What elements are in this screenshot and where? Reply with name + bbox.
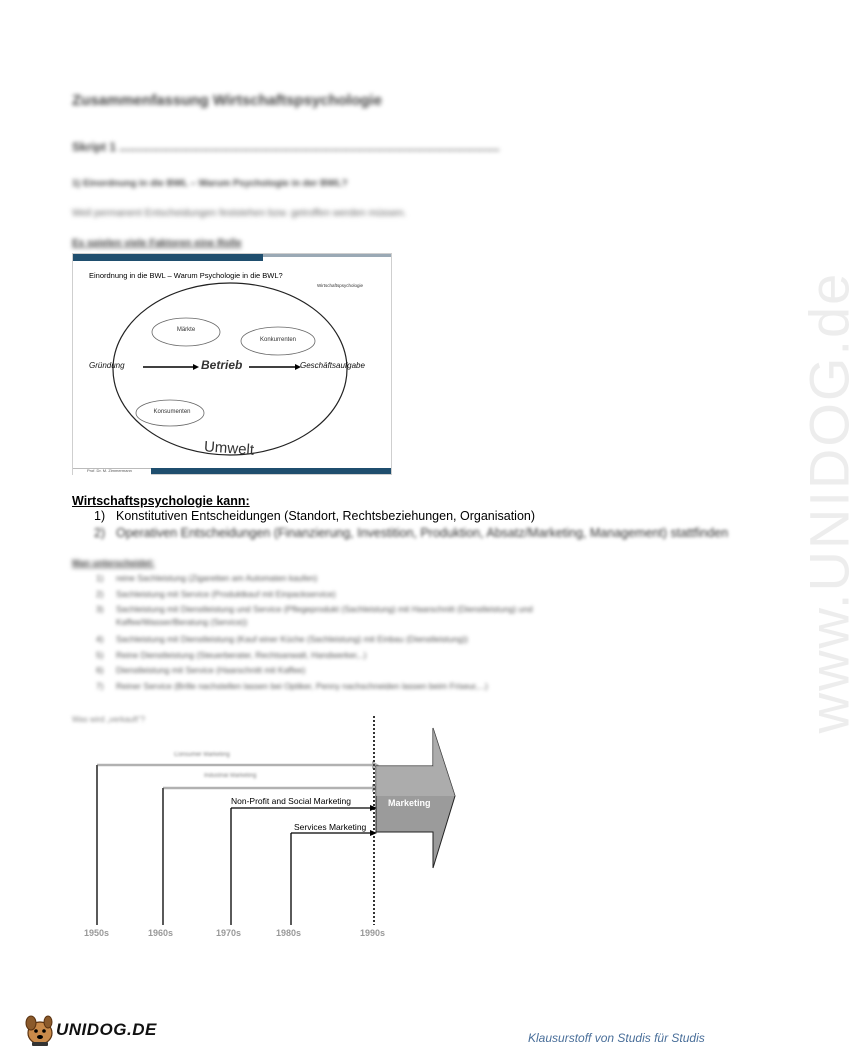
list-item: 1) reine Sachleistung (Zigaretten am Automaten kaufen) <box>96 573 318 583</box>
marketing-label: Marketing <box>388 798 431 808</box>
slide-label-gruendung: Gründung <box>89 361 125 370</box>
page-title: Zusammenfassung Wirtschaftspsychologie <box>72 92 382 109</box>
slide-footer: Prof. Dr. M. Zimmermann <box>87 468 132 473</box>
consumer-arrow <box>97 761 379 769</box>
list-item: Kaffee/Wasser/Beratung (Service)) <box>116 617 248 627</box>
list-item: 5) Reine Dienstleistung (Steuerberater, Rechtsanwalt, Handwerker,..) <box>96 650 367 660</box>
list-item: 1) Konstitutiven Entscheidungen (Standort, Rechtsbeziehungen, Organisation) <box>94 509 536 523</box>
intro-text: Weil permanent Entscheidungen feststehen bzw. getroffen werden müssen. <box>72 208 407 219</box>
slide-label-umwelt: Umwelt <box>203 438 255 459</box>
skript-heading: Skript 1 .................................................................................................................. <box>72 140 500 154</box>
wp-heading: Wirtschaftspsychologie kann: <box>72 494 250 508</box>
year-label: 1970s <box>216 928 242 938</box>
year-label: 1990s <box>360 928 386 938</box>
nonprofit-marketing-label: Non-Profit and Social Marketing <box>231 796 352 806</box>
slide-corner-label: Wirtschaftspsychologie <box>317 283 364 288</box>
slide-label-maerkte: Märkte <box>176 327 196 333</box>
section-heading: 1) Einordnung in die BWL – Warum Psychologie in der BWL? <box>72 178 348 189</box>
slide-label-konkurrenten: Konkurrenten <box>259 337 297 343</box>
timeline-question: Was wird „verkauft“? <box>72 715 146 724</box>
list-item: 7) Reiner Service (Brille nachstellen lassen bei Optiker, Penny nachschneiden lassen beim Friseur,...) <box>96 681 488 691</box>
consumer-marketing-label: Consumer Marketing <box>174 752 230 758</box>
logo-text: UNIDOG.DE <box>56 1020 157 1039</box>
slide-label-betrieb: Betrieb <box>201 358 243 372</box>
slide-title: Einordnung in die BWL – Warum Psychologie in die BWL? <box>89 271 283 280</box>
unterschied-heading: Man unterscheidet: <box>72 558 155 568</box>
list-item: 4) Sachleistung mit Dienstleistung (Kauf einer Küche (Sachleistung) mit Einbau (Dienstleistung)) <box>96 634 468 644</box>
slide-label-geschaeftsaufgabe: Geschäftsaufgabe <box>300 361 365 370</box>
factors-heading: Es spielen viele Faktoren eine Rolle <box>72 238 242 249</box>
unidog-logo[interactable] <box>22 1013 157 1047</box>
industrial-marketing-label: Industrial Marketing <box>204 773 257 779</box>
year-label: 1960s <box>148 928 174 938</box>
year-label: 1980s <box>276 928 302 938</box>
list-item: 6) Dienstleistung mit Service (Haarschnitt mit Kaffee) <box>96 665 306 675</box>
list-item: 2) Operativen Entscheidungen (Finanzierung, Investition, Produktion, Absatz/Marketing, Management) stattfinden <box>94 526 729 540</box>
footer-slogan: Klausurstoff von Studis für Studis <box>528 1031 705 1045</box>
watermark: www.UNIDOG.de <box>797 271 861 734</box>
year-label: 1950s <box>84 928 110 938</box>
services-marketing-label: Services Marketing <box>294 822 367 832</box>
slide-label-konsumenten: Konsumenten <box>153 409 191 415</box>
list-item: 2) Sachleistung mit Service (Produktkauf mit Einpackservice) <box>96 589 336 599</box>
list-item: 3) Sachleistung mit Dienstleistung und Service (Pflegeprodukt (Sachleistung) mit Haarschnitt (Dienstleistung) und <box>96 604 533 614</box>
industrial-arrow <box>163 784 379 792</box>
